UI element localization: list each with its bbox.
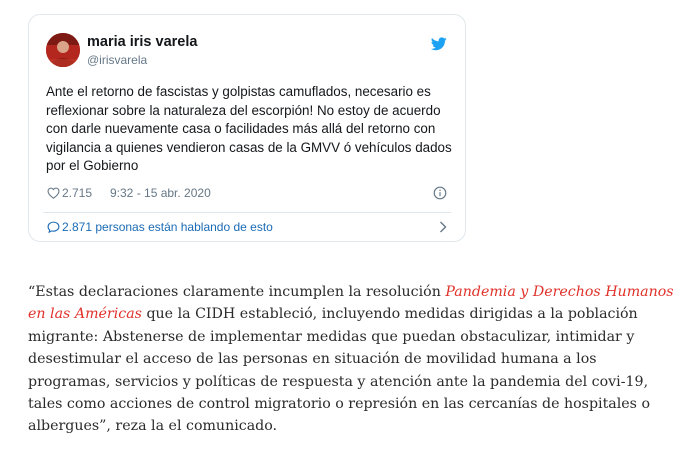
info-circle-icon[interactable] (433, 186, 447, 200)
tweet-text: Ante el retorno de fascistas y golpistas camuflados, necesario es reflexionar sobre la naturaleza del escorpión! No estoy de acuerdo con darle nuevamente casa o facilidades más allá del retorno con vigilancia a quienes vendieron casas de la GMVV ó vehículos dados por el Gobierno (46, 84, 452, 174)
embedded-tweet-card[interactable] (28, 14, 466, 242)
conversation-link[interactable] (43, 219, 451, 237)
article-paragraph (28, 281, 678, 438)
tweet-meta (46, 185, 451, 203)
profile-photo (46, 33, 80, 67)
paragraph-text-start: “Estas declaraciones claramente incumplen la resolución (28, 284, 446, 300)
divider (43, 212, 451, 213)
speech-bubble-icon (47, 221, 60, 233)
tweet-timestamp[interactable]: 9:32 - 15 abr. 2020 (110, 186, 211, 200)
author-name[interactable]: maria iris varela (87, 34, 198, 50)
resolution-link[interactable]: Pandemia y Derechos Humanos en las Américas (28, 284, 674, 323)
paragraph-text-end: que la CIDH estableció, incluyendo medidas dirigidas a la población migrante: Abstenerse de implementar medidas que puedan obstaculizar, intimidar y desestimular el acceso de las personas en situación de movilidad humana a los programas, servicios y políticas de respuesta y atención ante la pandemia del covi-19, tales como acciones de control migratorio o represión en las cercanías de hospitales o albergues”, reza la el comunicado. (28, 306, 651, 435)
chevron-right-icon[interactable] (439, 221, 447, 233)
tweet-header (42, 33, 452, 73)
conversation-count-text[interactable]: 2.871 personas están hablando de esto (62, 220, 273, 234)
twitter-bird-icon[interactable] (431, 37, 447, 51)
avatar[interactable] (46, 33, 80, 67)
heart-outline-icon[interactable] (47, 187, 60, 199)
author-handle[interactable]: @irisvarela (87, 53, 148, 67)
like-count[interactable]: 2.715 (62, 186, 93, 200)
